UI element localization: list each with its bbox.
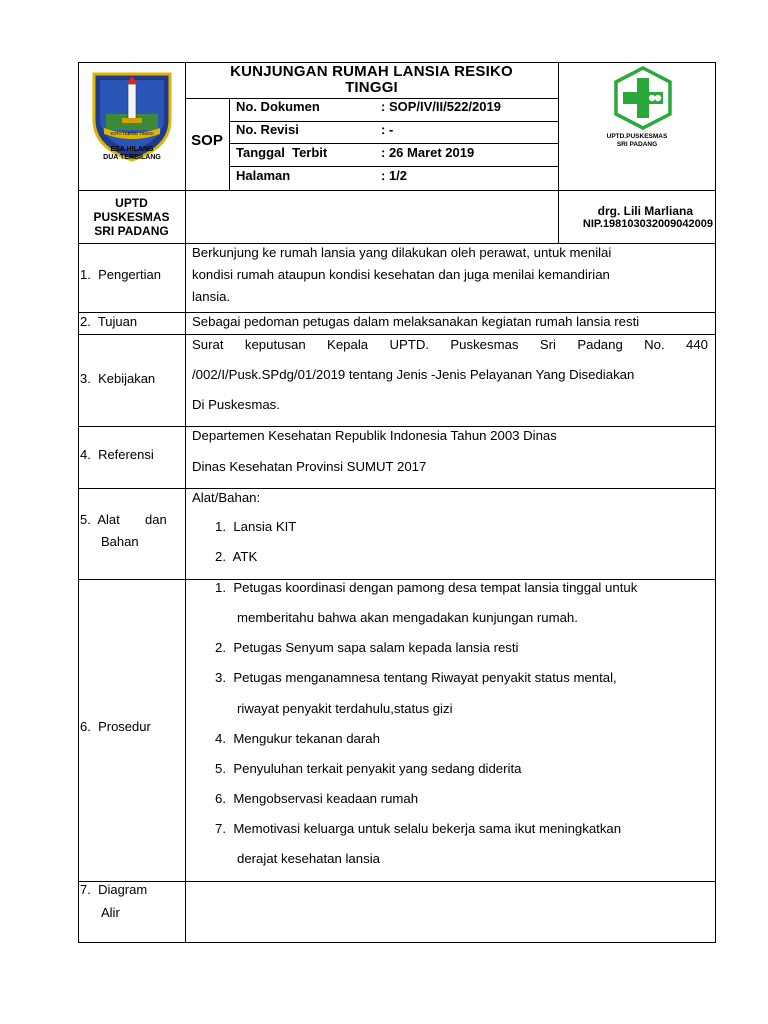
pengertian-line3: lansia. bbox=[192, 289, 231, 304]
prosedur-line-1b: memberitahu bahwa akan mengadakan kunjungan rumah. bbox=[237, 610, 578, 625]
puskesmas-logo bbox=[612, 66, 674, 130]
label-alat-line2: Bahan bbox=[101, 534, 139, 549]
label-kebijakan: 3. Kebijakan bbox=[80, 371, 156, 386]
document-title-line1: KUNJUNGAN RUMAH LANSIA RESIKO bbox=[230, 63, 513, 80]
tujuan-text: Sebagai pedoman petugas dalam melaksanakan kegiatan rumah lansia resti bbox=[192, 314, 640, 329]
meta-label-halaman: Halaman bbox=[236, 168, 291, 183]
kebijakan-line3: Di Puskesmas. bbox=[192, 397, 280, 412]
rule-meta-2 bbox=[229, 143, 558, 144]
rule-pengertian-bottom bbox=[78, 312, 716, 313]
alat-intro: Alat/Bahan: bbox=[192, 490, 261, 505]
meta-value-no-revisi: : - bbox=[381, 122, 394, 137]
meta-label-no-revisi: No. Revisi bbox=[236, 122, 299, 137]
org-name-line2: PUSKESMAS bbox=[93, 210, 170, 224]
prosedur-line-4: 4. Mengukur tekanan darah bbox=[215, 731, 380, 746]
prosedur-line-5: 5. Penyuluhan terkait penyakit yang sedang diderita bbox=[215, 761, 522, 776]
referensi-line2: Dinas Kesehatan Provinsi SUMUT 2017 bbox=[192, 459, 427, 474]
sop-document-frame bbox=[78, 62, 716, 943]
meta-label-tanggal-terbit: Tanggal Terbit bbox=[236, 145, 328, 160]
org-name-line3: SRI PADANG bbox=[94, 224, 169, 238]
rule-sop-column bbox=[229, 98, 230, 190]
emblem-banner-text: KOTA TEBING TINGGI bbox=[110, 131, 154, 136]
rule-label-column bbox=[185, 62, 186, 943]
puskesmas-logo-text1: UPTD.PUSKESMAS bbox=[606, 133, 668, 140]
emblem-motto-line2: DUA TERBILANG bbox=[103, 154, 161, 161]
alat-item-2: 2. ATK bbox=[215, 549, 258, 564]
prosedur-line-3: 3. Petugas menganamnesa tentang Riwayat penyakit status mental, bbox=[215, 670, 617, 685]
label-tujuan: 2. Tujuan bbox=[80, 314, 138, 329]
prosedur-line-1: 1. Petugas koordinasi dengan pamong desa tempat lansia tinggal untuk bbox=[215, 580, 638, 595]
meta-value-tanggal-terbit: : 26 Maret 2019 bbox=[381, 145, 475, 160]
meta-value-halaman: : 1/2 bbox=[381, 168, 408, 183]
kebijakan-line1: Surat keputusan Kepala UPTD. Puskesmas Sri Padang No. 440 bbox=[192, 337, 708, 352]
prosedur-line-7: 7. Memotivasi keluarga untuk selalu bekerja sama ikut meningkatkan bbox=[215, 821, 622, 836]
prosedur-line-7b: derajat kesehatan lansia bbox=[237, 851, 380, 866]
alat-item-1: 1. Lansia KIT bbox=[215, 519, 297, 534]
signer-nip: NIP.198103032009042009 bbox=[582, 218, 713, 230]
emblem-motto-line1: ESA HILANG bbox=[110, 146, 154, 153]
sop-label: SOP bbox=[191, 132, 223, 149]
label-diagram-line2: Alir bbox=[101, 905, 120, 920]
rule-org-bottom bbox=[78, 243, 716, 244]
rule-prosedur-bottom bbox=[78, 881, 716, 882]
prosedur-line-6: 6. Mengobservasi keadaan rumah bbox=[215, 791, 419, 806]
prosedur-line-2: 2. Petugas Senyum sapa salam kepada lansia resti bbox=[215, 640, 519, 655]
prosedur-line-3b: riwayat penyakit terdahulu,status gizi bbox=[237, 701, 453, 716]
meta-label-no-dokumen: No. Dokumen bbox=[236, 99, 320, 114]
referensi-line1: Departemen Kesehatan Republik Indonesia Tahun 2003 Dinas bbox=[192, 428, 557, 443]
signer-name: drg. Lili Marliana bbox=[597, 204, 693, 218]
rule-tujuan-bottom bbox=[78, 334, 716, 335]
kebijakan-line2: /002/I/Pusk.SPdg/01/2019 tentang Jenis -Jenis Pelayanan Yang Disediakan bbox=[192, 367, 635, 382]
rule-meta-3 bbox=[229, 166, 558, 167]
label-diagram-line1: 7. Diagram bbox=[80, 882, 148, 897]
pengertian-line1: Berkunjung ke rumah lansia yang dilakukan oleh perawat, untuk menilai bbox=[192, 245, 612, 260]
org-name-line1: UPTD bbox=[115, 196, 148, 210]
rule-header-bottom bbox=[78, 190, 716, 191]
document-title-line2: TINGGI bbox=[345, 79, 398, 96]
label-prosedur: 6. Prosedur bbox=[80, 719, 151, 734]
puskesmas-logo-text2: SRI PADANG bbox=[616, 141, 658, 148]
rule-referensi-bottom bbox=[78, 488, 716, 489]
label-referensi: 4. Referensi bbox=[80, 447, 154, 462]
rule-kebijakan-bottom bbox=[78, 426, 716, 427]
pengertian-line2: kondisi rumah ataupun kondisi kesehatan dan juga menilai kemandirian bbox=[192, 267, 610, 282]
label-alat-line1: 5. Alat dan bbox=[80, 512, 167, 527]
meta-value-no-dokumen: : SOP/IV/II/522/2019 bbox=[381, 99, 501, 114]
label-pengertian: 1. Pengertian bbox=[80, 267, 161, 282]
